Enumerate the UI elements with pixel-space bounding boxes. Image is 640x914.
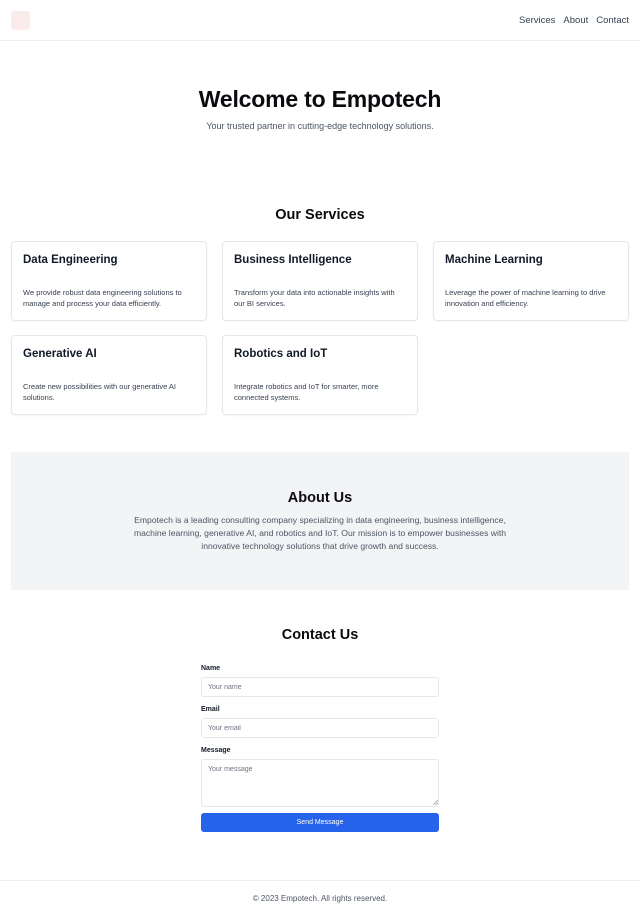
- service-card-title: Robotics and IoT: [234, 348, 328, 360]
- email-label: Email: [201, 706, 220, 713]
- service-card-robotics-iot: [222, 335, 418, 415]
- logo[interactable]: [11, 11, 30, 30]
- services-title: Our Services: [275, 207, 365, 223]
- service-card-description: We provide robust data engineering solutions to manage and process your data efficiently.: [23, 288, 182, 308]
- service-card-description: Integrate robotics and IoT for smarter, more connected systems.: [234, 382, 379, 402]
- hero-title: Welcome to Empotech: [198, 86, 442, 112]
- email-input[interactable]: [201, 718, 439, 738]
- hero-subtitle: Your trusted partner in cutting-edge technology solutions.: [206, 121, 434, 131]
- about-text: Empotech is a leading consulting company specializing in data engineering, business intelligence, machine learning, generative AI, and robotics and IoT. Our mission is to empower businesses with innovative technology solutions that drive growth and success.: [133, 515, 507, 551]
- name-input[interactable]: [201, 677, 439, 697]
- service-card-generative-ai: [11, 335, 207, 415]
- nav-link-contact[interactable]: Contact: [596, 14, 629, 26]
- site-header: [0, 0, 640, 41]
- service-card-title: Generative AI: [23, 348, 97, 360]
- site-footer: [0, 880, 640, 914]
- about-title: About Us: [287, 490, 353, 506]
- service-card-business-intelligence: [222, 241, 418, 321]
- service-card-title: Business Intelligence: [234, 254, 352, 266]
- nav-link-services[interactable]: Services: [518, 14, 556, 26]
- about-section: [11, 452, 629, 590]
- message-textarea[interactable]: [201, 759, 439, 807]
- nav-link-about[interactable]: About: [563, 14, 589, 26]
- resize-handle-icon[interactable]: [432, 799, 438, 805]
- main-nav: [519, 15, 629, 26]
- copyright-text: © 2023 Empotech. All rights reserved.: [252, 894, 388, 903]
- service-card-title: Data Engineering: [23, 254, 118, 266]
- service-card-description: Transform your data into actionable insights with our BI services.: [234, 288, 395, 308]
- contact-title: Contact Us: [281, 627, 359, 643]
- name-label: Name: [201, 665, 221, 672]
- service-card-description: Create new possibilities with our generative AI solutions.: [23, 382, 176, 402]
- service-card-description: Leverage the power of machine learning to drive innovation and efficiency.: [445, 288, 606, 308]
- service-card-data-engineering: [11, 241, 207, 321]
- service-card-machine-learning: [433, 241, 629, 321]
- message-label: Message: [201, 747, 231, 754]
- send-message-button[interactable]: Send Message: [201, 813, 439, 832]
- service-card-title: Machine Learning: [445, 254, 543, 266]
